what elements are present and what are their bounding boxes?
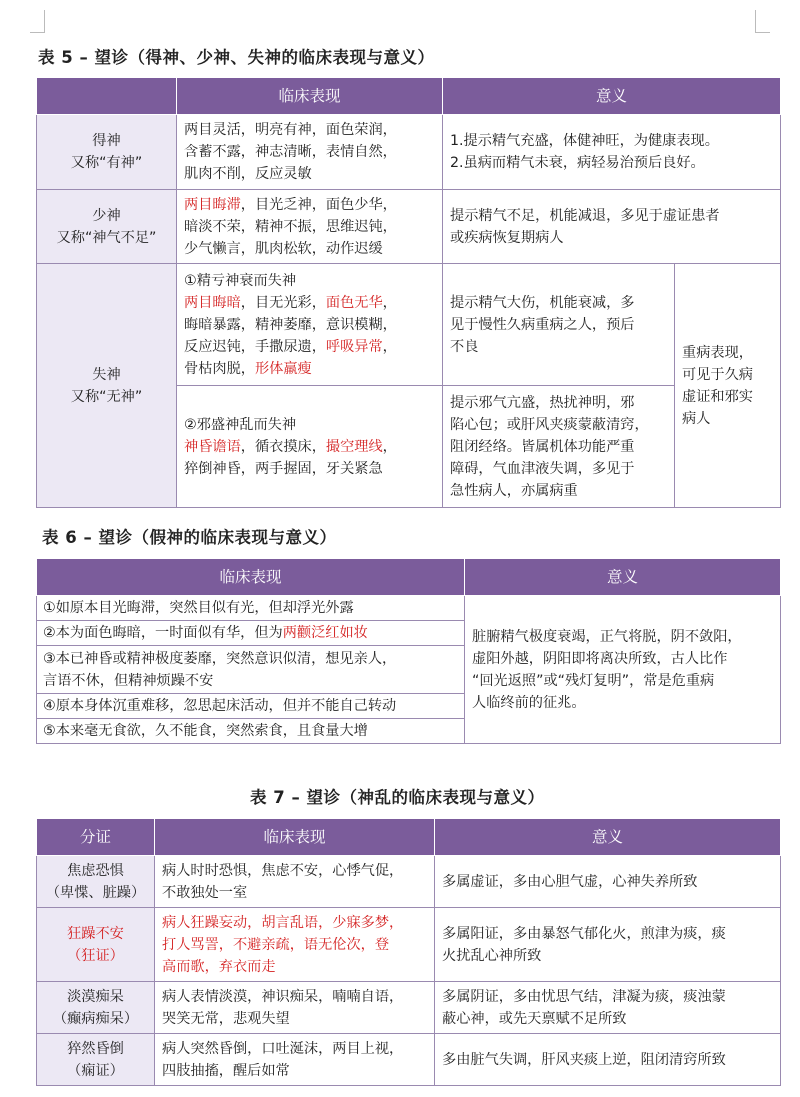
epilepsy-clinical: 病人突然昏倒，口吐涎沫，两目上视， 四肢抽搐，醒后如常 [155, 1034, 435, 1086]
table7 [36, 818, 781, 1086]
shaoshen-meaning: 提示精气不足，机能减退，多见于虚证患者 或疾病恢复期病人 [443, 190, 781, 264]
highlight-text: 呼吸异常 [325, 338, 383, 355]
highlight-text: 神昏谵语 [184, 438, 241, 455]
table5-title: 表 5 – 望诊（得神、少神、失神的临床表现与意义） [38, 48, 435, 67]
table5-header-clinical: 临床表现 [177, 78, 443, 115]
deshen-meaning: 1.提示精气充盛，体健神旺，为健康表现。 2.虽病而精气未衰，病轻易治预后良好。 [443, 115, 781, 190]
highlight-text: 面色无华 [325, 294, 383, 311]
shaoshen-clinical: 两目晦滞，目光乏神，面色少华， 暗淡不荣，精神不振，思维迟钝， 少气懒言，肌肉松软，动作迟缓 [177, 190, 443, 264]
highlight-text: 两目晦暗 [184, 294, 241, 311]
table7-row-mania [37, 908, 781, 982]
deshen-clinical: 两目灵活，明亮有神，面色荣润， 含蓄不露，神志清晰，表情自然， 肌肉不削，反应灵敏 [177, 115, 443, 190]
shishen-b-meaning: 提示邪气亢盛，热扰神明，邪 陷心包；或肝风夹痰蒙蔽清窍， 阻闭经络。皆属机体功能严重 障碍，气血津液失调，多见于 急性病人，亦属病重 [443, 386, 675, 508]
shishen-a-clinical: ①精亏神衰而失神 两目晦暗，目无光彩，面色无华， 晦暗暴露，精神萎靡，意识模糊， 反应迟钝，手撒尿遗，呼吸异常， 骨枯肉脱，形体羸瘦 [177, 264, 443, 386]
table6-title: 表 6 – 望诊（假神的临床表现与意义） [42, 528, 337, 547]
table5 [36, 77, 781, 508]
page-corner-mark-left [30, 10, 45, 33]
table7-row-apathy [37, 982, 781, 1034]
anxiety-label: 焦虑恐惧 （卑惵、脏躁） [37, 856, 155, 908]
mania-meaning: 多属阳证，多由暴怒气郁化火，煎津为痰，痰 火扰乱心神所致 [435, 908, 781, 982]
table6-clinical-3: ③本已神昏或精神极度萎靡，突然意识似清，想见亲人， 言语不休，但精神烦躁不安 [37, 646, 465, 694]
table6-clinical-2: ②本为面色晦暗，一时面似有华，但为两颧泛红如妆 [37, 621, 465, 646]
table5-row-shishen-a [37, 264, 781, 386]
apathy-label: 淡漠痴呆 （癫病痴呆） [37, 982, 155, 1034]
anxiety-meaning: 多属虚证，多由心胆气虚，心神失养所致 [435, 856, 781, 908]
highlight-text: 形体羸瘦 [254, 360, 312, 377]
table5-header-meaning: 意义 [443, 78, 781, 115]
mania-label: 狂躁不安 （狂证） [37, 908, 155, 982]
deshen-label: 得神 又称“有神” [37, 115, 177, 190]
highlight-text: 两颧泛红如妆 [282, 625, 368, 641]
table6-header-clinical: 临床表现 [37, 559, 465, 596]
table7-row-epilepsy [37, 1034, 781, 1086]
shishen-overall-meaning: 重病表现， 可见于久病 虚证和邪实 病人 [675, 264, 781, 508]
table6 [36, 558, 781, 744]
apathy-clinical: 病人表情淡漠，神识痴呆，喃喃自语， 哭笑无常，悲观失望 [155, 982, 435, 1034]
shishen-b-clinical: ②邪盛神乱而失神 神昏谵语，循衣摸床，撮空理线， 猝倒神昏，两手握固，牙关紧急 [177, 386, 443, 508]
table7-header-meaning: 意义 [435, 819, 781, 856]
table5-row-deshen [37, 115, 781, 190]
table7-title: 表 7 – 望诊（神乱的临床表现与意义） [250, 788, 545, 807]
table6-header-meaning: 意义 [465, 559, 781, 596]
table5-header-blank [37, 78, 177, 115]
page-corner-mark-right [755, 10, 770, 33]
highlight-text: 两目晦滞 [184, 196, 241, 213]
table7-row-anxiety [37, 856, 781, 908]
table6-meaning: 脏腑精气极度衰竭，正气将脱，阴不敛阳， 虚阳外越，阴阳即将离决所致，古人比作 “回光返照”或“残灯复明”，常是危重病 人临终前的征兆。 [465, 596, 781, 744]
table6-clinical-5: ⑤本来毫无食欲，久不能食，突然索食，且食量大增 [37, 719, 465, 744]
table6-clinical-1: ①如原本目光晦滞，突然目似有光，但却浮光外露 [37, 596, 465, 621]
epilepsy-label: 猝然昏倒 （痫证） [37, 1034, 155, 1086]
anxiety-clinical: 病人时时恐惧，焦虑不安，心悸气促， 不敢独处一室 [155, 856, 435, 908]
apathy-meaning: 多属阴证，多由忧思气结，津凝为痰，痰浊蒙 蔽心神，或先天禀赋不足所致 [435, 982, 781, 1034]
table6-row-1 [37, 596, 781, 621]
highlight-text: 撮空理线 [325, 438, 383, 455]
table7-header-category: 分证 [37, 819, 155, 856]
epilepsy-meaning: 多由脏气失调，肝风夹痰上逆，阻闭清窍所致 [435, 1034, 781, 1086]
table7-header-clinical: 临床表现 [155, 819, 435, 856]
shishen-a-meaning: 提示精气大伤，机能衰减，多 见于慢性久病重病之人，预后 不良 [443, 264, 675, 386]
shishen-label: 失神 又称“无神” [37, 264, 177, 508]
table6-clinical-4: ④原本身体沉重难移，忽思起床活动，但并不能自己转动 [37, 694, 465, 719]
shaoshen-label: 少神 又称“神气不足” [37, 190, 177, 264]
table5-row-shaoshen [37, 190, 781, 264]
mania-clinical: 病人狂躁妄动，胡言乱语，少寐多梦， 打人骂詈，不避亲疏，语无伦次，登 高而歌，弃衣而走 [155, 908, 435, 982]
